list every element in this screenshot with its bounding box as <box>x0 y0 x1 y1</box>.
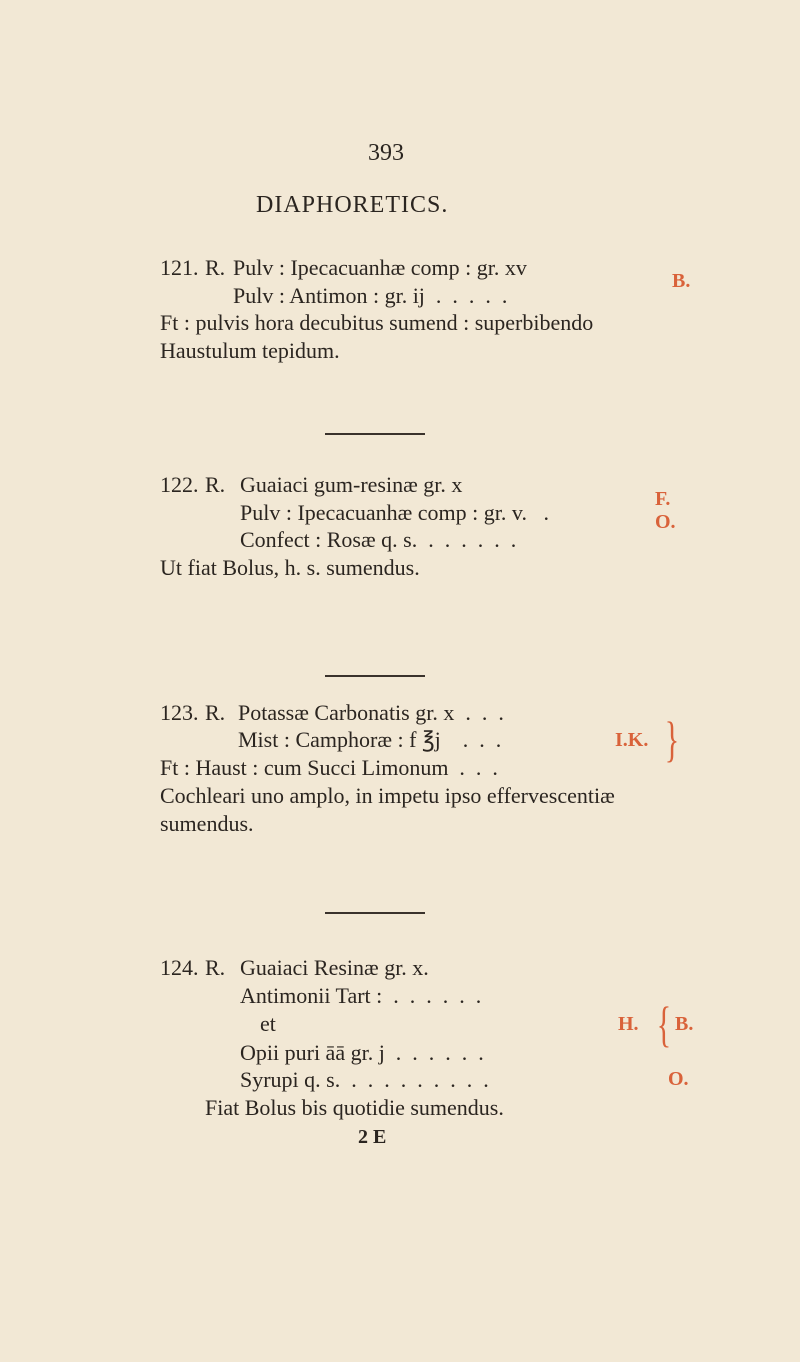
recipe-line: Fiat Bolus bis quotidie sumendus. <box>205 1095 504 1120</box>
recipe-line: Potassæ Carbonatis gr. x . . . <box>238 700 504 725</box>
recipe-line: Guaiaci Resinæ gr. x. <box>240 955 429 980</box>
recipe-line: Confect : Rosæ q. s. . . . . . . <box>240 527 517 552</box>
recipe-line: Haustulum tepidum. <box>160 338 340 363</box>
author-initial: I.K. <box>615 729 649 751</box>
divider <box>325 675 425 677</box>
rx-symbol: R. <box>205 955 226 980</box>
chapter-title: DIAPHORETICS. <box>256 192 449 218</box>
author-initial: O. <box>655 511 676 533</box>
recipe-line: Pulv : Ipecacuanhæ comp : gr. v. . <box>240 500 549 525</box>
brace-icon: { <box>656 996 672 1052</box>
recipe-line: Mist : Camphoræ : f ℥j . . . <box>238 727 502 752</box>
recipe-line: Ft : pulvis hora decubitus sumend : superbibendo <box>160 310 594 335</box>
rx-symbol: R. <box>205 255 226 280</box>
author-initial: H. <box>618 1013 639 1035</box>
recipe-line: Opii puri āā gr. j . . . . . . <box>240 1040 484 1065</box>
printer-signature: 2 E <box>358 1126 387 1148</box>
rx-symbol: R. <box>205 472 226 497</box>
recipe-line: Ut fiat Bolus, h. s. sumendus. <box>160 555 420 580</box>
recipe-line: Guaiaci gum-resinæ gr. x <box>240 472 463 497</box>
recipe-line: Cochleari uno amplo, in impetu ipso effervescentiæ <box>160 783 615 808</box>
rx-symbol: R. <box>205 700 226 725</box>
author-initial: B. <box>675 1013 694 1035</box>
author-initial: B. <box>672 270 691 292</box>
recipe-line: et <box>260 1011 276 1036</box>
author-initial: O. <box>668 1068 689 1090</box>
recipe-line: Ft : Haust : cum Succi Limonum . . . <box>160 755 498 780</box>
recipe-number: 123. <box>160 700 199 725</box>
recipe-line: sumendus. <box>160 811 254 836</box>
brace-icon: } <box>664 711 680 767</box>
divider <box>325 912 425 914</box>
page-number: 393 <box>368 140 404 166</box>
divider <box>325 433 425 435</box>
recipe-line: Syrupi q. s. . . . . . . . . . <box>240 1067 489 1092</box>
recipe-line: Antimonii Tart : . . . . . . <box>240 983 482 1008</box>
recipe-line: Pulv : Antimon : gr. ij . . . . . <box>233 283 508 308</box>
recipe-line: Pulv : Ipecacuanhæ comp : gr. xv <box>233 255 527 280</box>
recipe-number: 122. <box>160 472 199 497</box>
recipe-number: 124. <box>160 955 199 980</box>
author-initial: F. <box>655 488 671 510</box>
recipe-number: 121. <box>160 255 199 280</box>
